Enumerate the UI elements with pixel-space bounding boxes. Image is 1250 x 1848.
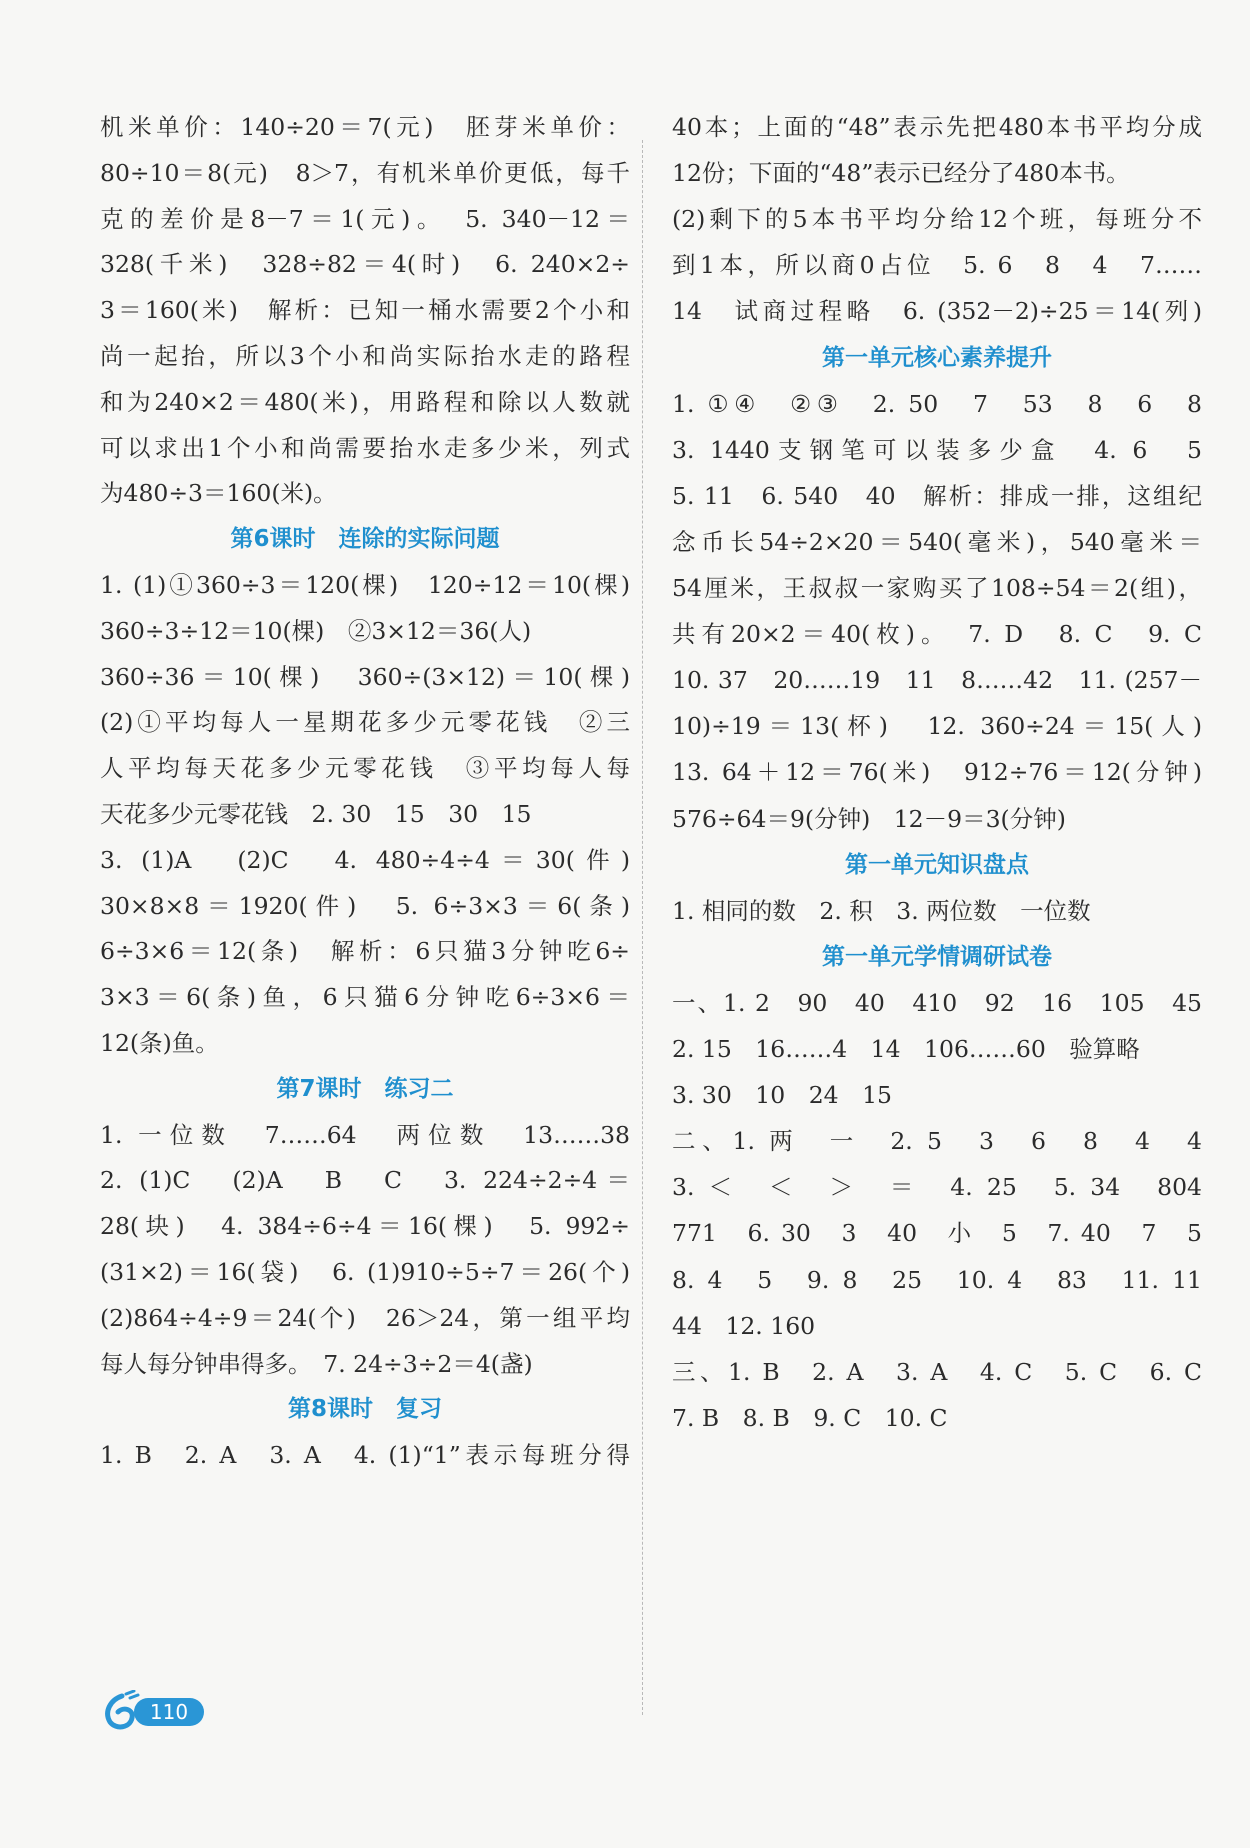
answer-line: 771 6. 30 3 40 小 5 7. 40 7 5 (672, 1219, 1202, 1248)
answer-line: 和为240×2＝480(米)，用路程和除以人数就 (100, 387, 630, 416)
answer-line: 5. 11 6. 540 40 解析：排成一排，这组纪 (672, 481, 1202, 510)
answer-line: 14 试商过程略 6. (352－2)÷25＝14(列) (672, 297, 1202, 326)
answer-line: 10)÷19＝13(杯) 12. 360÷24＝15(人) (672, 712, 1202, 741)
answer-line: 1. 一位数 7……64 两位数 13……38 (100, 1120, 630, 1149)
answer-line: 30×8×8＝1920(件) 5. 6÷3×3＝6(条) (100, 891, 630, 920)
answer-line: 为480÷3＝160(米)。 (100, 479, 337, 508)
answer-line: 3＝160(米) 解析：已知一桶水需要2个小和 (100, 296, 630, 325)
answer-line: 三、1. B 2. A 3. A 4. C 5. C 6. C (672, 1357, 1202, 1386)
answer-line: 二、1. 两 一 2. 5 3 6 8 4 4 (672, 1127, 1202, 1156)
answer-line: 1. ①④ ②③ 2. 50 7 53 8 6 8 (672, 389, 1202, 418)
section-heading: 第6课时 连除的实际问题 (230, 526, 500, 553)
answer-line: 2. (1)C (2)A B C 3. 224÷2÷4＝ (100, 1166, 630, 1195)
answer-line: 40本；上面的“48”表示先把480本书平均分成 (672, 113, 1202, 141)
answer-line: 共有20×2＝40(枚)。 7. D 8. C 9. C (672, 620, 1202, 649)
answer-line: 13. 64＋12＝76(米) 912÷76＝12(分钟) (672, 758, 1202, 787)
answer-line: (2)剩下的5本书平均分给12个班，每班分不 (672, 205, 1202, 234)
answer-line: 6÷3×6＝12(条) 解析：6只猫3分钟吃6÷ (100, 937, 630, 966)
answer-line: (31×2)＝16(袋) 6. (1)910÷5÷7＝26(个) (100, 1258, 630, 1286)
answer-line: 44 12. 160 (672, 1311, 816, 1340)
answer-line: 1. 相同的数 2. 积 3. 两位数 一位数 (672, 896, 1091, 925)
column-divider (642, 140, 643, 1715)
answer-line: 机米单价：140÷20＝7(元) 胚芽米单价： (100, 113, 630, 141)
answer-line: 8. 4 5 9. 8 25 10. 4 83 11. 11 (672, 1265, 1202, 1294)
answer-line: 54厘米，王叔叔一家购买了108÷54＝2(组)， (672, 574, 1202, 602)
answer-line: 可以求出1个小和尚需要抬水走多少米，列式 (100, 433, 630, 462)
answer-line: 2. 15 16……4 14 106……60 验算略 (672, 1035, 1140, 1063)
answer-line: 一、1. 2 90 40 410 92 16 105 45 (672, 988, 1202, 1017)
answer-line: 3×3＝6(条)鱼，6只猫6分钟吃6÷3×6＝ (100, 983, 630, 1012)
answer-line: 3. 1440支钢笔可以装多少盒 4. 6 5 (672, 435, 1202, 464)
answer-line: 每人每分钟串得多。 7. 24÷3÷2＝4(盏) (100, 1349, 533, 1378)
answer-line: 1. B 2. A 3. A 4. (1)“1”表示每班分得 (100, 1441, 630, 1470)
answer-line: 360÷3÷12＝10(棵) ②3×12＝36(人) (100, 616, 532, 645)
page-number: 110 (134, 1698, 204, 1726)
answer-line: 576÷64＝9(分钟) 12－9＝3(分钟) (672, 804, 1066, 833)
answer-line: 10. 37 20……19 11 8……42 11. (257－ (672, 666, 1202, 695)
answer-line: 12份；下面的“48”表示已经分了480本书。 (672, 159, 1130, 188)
answer-line: 7. B 8. B 9. C 10. C (672, 1403, 948, 1432)
answer-line: 到1本，所以商0占位 5. 6 8 4 7…… (672, 251, 1202, 280)
section-heading: 第一单元知识盘点 (845, 851, 1029, 878)
page-number-badge (100, 1690, 210, 1728)
answer-line: 360÷36＝10(棵) 360÷(3×12)＝10(棵) (100, 662, 630, 691)
answer-line: 尚一起抬，所以3个小和尚实际抬水走的路程 (100, 342, 630, 370)
answer-line: 天花多少元零花钱 2. 30 15 30 15 (100, 800, 532, 828)
answer-line: (2)864÷4÷9＝24(个) 26＞24，第一组平均 (100, 1303, 630, 1332)
section-heading: 第8课时 复习 (287, 1396, 442, 1423)
answer-line: 念币长54÷2×20＝540(毫米)，540毫米＝ (672, 527, 1202, 556)
answer-line: 人平均每天花多少元零花钱 ③平均每人每 (100, 754, 630, 783)
answer-line: 328(千米) 328÷82＝4(时) 6. 240×2÷ (100, 250, 630, 279)
answer-line: 克的差价是8－7＝1(元)。 5. 340－12＝ (100, 204, 630, 233)
answer-line: 28(块) 4. 384÷6÷4＝16(棵) 5. 992÷ (100, 1212, 630, 1241)
answer-line: 12(条)鱼。 (100, 1029, 219, 1057)
answer-line: (2)①平均每人一星期花多少元零花钱 ②三 (100, 708, 630, 737)
answer-line: 3. (1)A (2)C 4. 480÷4÷4＝30(件) (100, 845, 630, 874)
answer-line: 1. (1)①360÷3＝120(棵) 120÷12＝10(棵) (100, 571, 630, 599)
answer-line: 3. 30 10 24 15 (672, 1081, 893, 1110)
answer-line: 3. ＜ ＜ ＞ ＝ 4. 25 5. 34 804 (672, 1173, 1202, 1202)
section-heading: 第一单元学情调研试卷 (822, 943, 1052, 970)
section-heading: 第一单元核心素养提升 (822, 344, 1052, 371)
section-heading: 第7课时 练习二 (276, 1075, 454, 1102)
answer-line: 80÷10＝8(元) 8＞7，有机米单价更低，每千 (100, 158, 630, 187)
